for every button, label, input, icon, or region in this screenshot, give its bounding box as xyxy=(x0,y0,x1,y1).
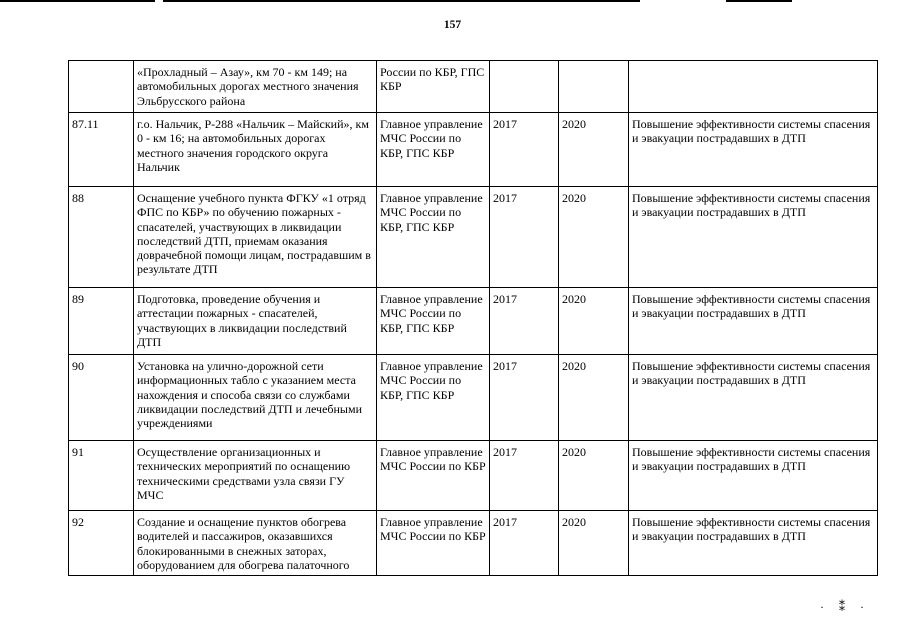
table-row xyxy=(69,113,878,187)
expected-result-cell: Повышение эффективности системы спасения и эвакуации пострадавших в ДТП xyxy=(629,113,878,187)
table-row xyxy=(69,441,878,511)
start-year-cell: 2017 xyxy=(490,355,559,441)
expected-result-cell: Повышение эффективности системы спасения и эвакуации пострадавших в ДТП xyxy=(629,288,878,355)
measure-description-cell: Создание и оснащение пунктов обогрева водителей и пассажиров, оказавшихся блокированными в снежных заторах, оборудованием для обогрева палаточного xyxy=(134,511,377,576)
end-year-cell: 2020 xyxy=(559,187,629,288)
row-number-cell: 88 xyxy=(69,187,134,288)
start-year-cell: 2017 xyxy=(490,288,559,355)
expected-result-cell: Повышение эффективности системы спасения и эвакуации пострадавших в ДТП xyxy=(629,441,878,511)
header-rule-center xyxy=(163,0,640,2)
row-number-cell xyxy=(69,61,134,113)
row-number-cell: 87.11 xyxy=(69,113,134,187)
table-row xyxy=(69,187,878,288)
table-row xyxy=(69,511,878,576)
start-year-cell xyxy=(490,61,559,113)
executor-cell: Главное управление МЧС России по КБР, ГПС КБР xyxy=(377,288,490,355)
table-row xyxy=(69,355,878,441)
row-number-cell: 90 xyxy=(69,355,134,441)
end-year-cell: 2020 xyxy=(559,441,629,511)
measure-description-cell: Оснащение учебного пункта ФГКУ «1 отряд ФПС по КБР» по обучению пожарных - спасателей, участвующих в ликвидации последствий ДТП, приемам оказания доврачебной помощи лицам, пострадавшим в результате ДТП xyxy=(134,187,377,288)
header-rule-left xyxy=(0,0,155,2)
row-number-cell: 89 xyxy=(69,288,134,355)
measures-table xyxy=(68,60,878,576)
executor-cell: Главное управление МЧС России по КБР, ГПС КБР xyxy=(377,355,490,441)
row-number-cell: 92 xyxy=(69,511,134,576)
end-year-cell: 2020 xyxy=(559,288,629,355)
scan-specks: · ⁑ · xyxy=(820,600,870,614)
start-year-cell: 2017 xyxy=(490,187,559,288)
row-number-cell: 91 xyxy=(69,441,134,511)
measure-description-cell: Осуществление организационных и технических мероприятий по оснащению техническими средствами узла связи ГУ МЧС xyxy=(134,441,377,511)
start-year-cell: 2017 xyxy=(490,511,559,576)
start-year-cell: 2017 xyxy=(490,113,559,187)
table-row xyxy=(69,288,878,355)
end-year-cell xyxy=(559,61,629,113)
expected-result-cell: Повышение эффективности системы спасения и эвакуации пострадавших в ДТП xyxy=(629,511,878,576)
measure-description-cell: Установка на улично-дорожной сети информационных табло с указанием места нахождения и способа связи со службами ликвидации последствий ДТП и лечебными учреждениями xyxy=(134,355,377,441)
end-year-cell: 2020 xyxy=(559,113,629,187)
end-year-cell: 2020 xyxy=(559,355,629,441)
header-rule-right xyxy=(726,0,792,2)
expected-result-cell xyxy=(629,61,878,113)
executor-cell: Главное управление МЧС России по КБР xyxy=(377,511,490,576)
measure-description-cell: Подготовка, проведение обучения и аттестации пожарных - спасателей, участвующих в ликвидации последствий ДТП xyxy=(134,288,377,355)
table-row xyxy=(69,61,878,113)
executor-cell: Главное управление МЧС России по КБР, ГПС КБР xyxy=(377,187,490,288)
measure-description-cell: «Прохладный – Азау», км 70 - км 149; на автомобильных дорогах местного значения Эльбрусского района xyxy=(134,61,377,113)
expected-result-cell: Повышение эффективности системы спасения и эвакуации пострадавших в ДТП xyxy=(629,355,878,441)
executor-cell: Главное управление МЧС России по КБР xyxy=(377,441,490,511)
start-year-cell: 2017 xyxy=(490,441,559,511)
page-number: 157 xyxy=(443,19,462,31)
executor-cell: России по КБР, ГПС КБР xyxy=(377,61,490,113)
end-year-cell: 2020 xyxy=(559,511,629,576)
measure-description-cell: г.о. Нальчик, Р-288 «Нальчик – Майский», км 0 - км 16; на автомобильных дорогах местного значения городского округа Нальчик xyxy=(134,113,377,187)
expected-result-cell: Повышение эффективности системы спасения и эвакуации пострадавших в ДТП xyxy=(629,187,878,288)
executor-cell: Главное управление МЧС России по КБР, ГПС КБР xyxy=(377,113,490,187)
